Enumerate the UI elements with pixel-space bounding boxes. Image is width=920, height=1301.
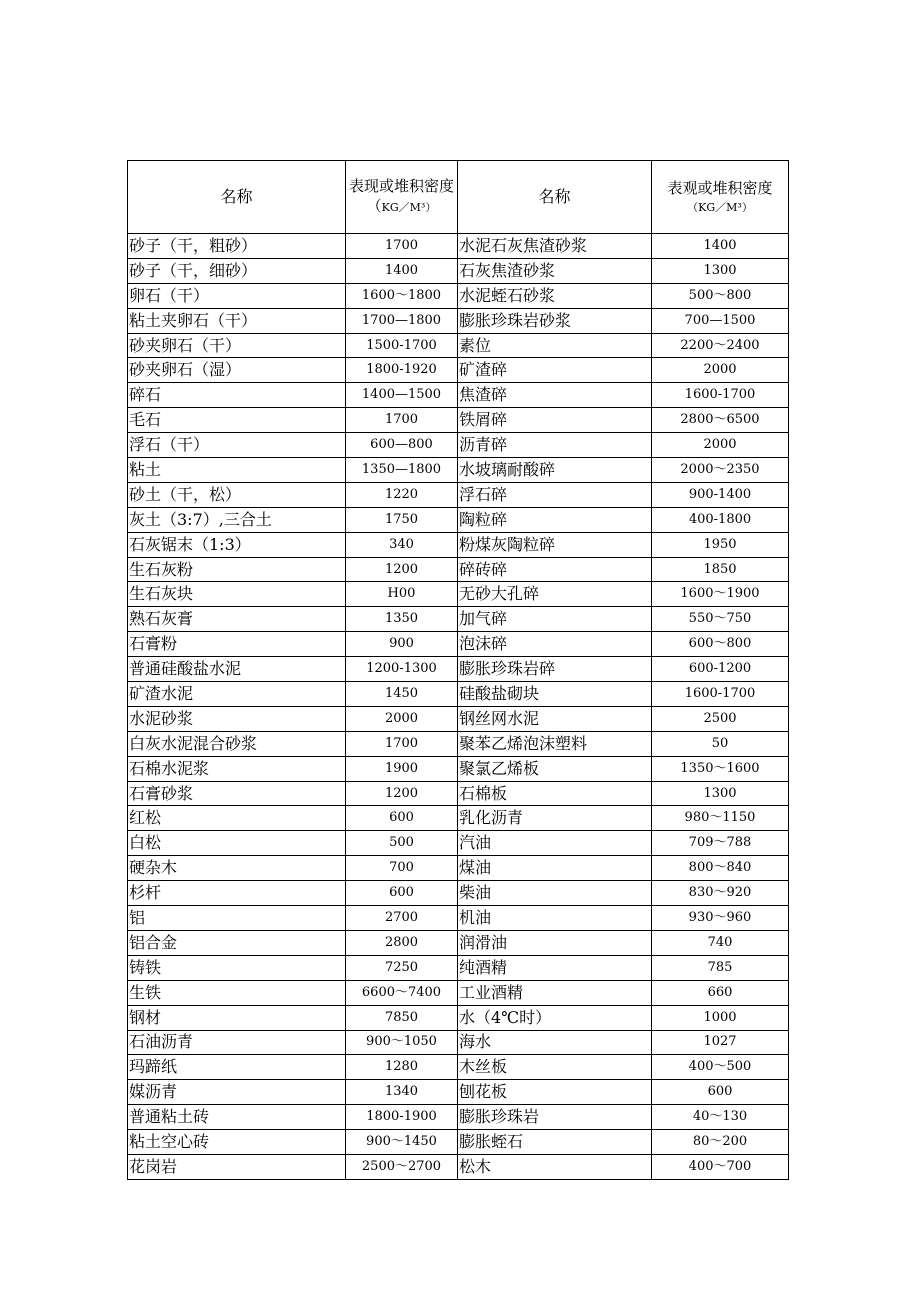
material-name-left: 生石灰块 (128, 582, 346, 607)
density-value-right: 550～750 (652, 607, 789, 632)
material-name-left: 碎石 (128, 383, 346, 408)
material-name-left: 水泥砂浆 (128, 706, 346, 731)
density-value-right: 400～700 (652, 1154, 789, 1179)
density-value-right: 1000 (652, 1005, 789, 1030)
density-value-right: 400-1800 (652, 507, 789, 532)
material-name-left: 硬杂木 (128, 856, 346, 881)
material-name-right: 刨花板 (458, 1080, 652, 1105)
header-name-left-label: 名称 (220, 187, 253, 206)
table-row (128, 856, 789, 881)
material-name-left: 铸铁 (128, 955, 346, 980)
density-value-right: 80～200 (652, 1130, 789, 1155)
density-value-right: 900-1400 (652, 482, 789, 507)
density-value-right: 1300 (652, 781, 789, 806)
material-name-left: 砂夹卵石（湿） (128, 358, 346, 383)
material-name-left: 粘土夹卵石（干） (128, 308, 346, 333)
density-value-right: 1350～1600 (652, 756, 789, 781)
material-name-left: 粘土 (128, 458, 346, 483)
table-row (128, 906, 789, 931)
density-value-left: 2500～2700 (346, 1154, 458, 1179)
header-density-left-unit: KG／M³ (381, 201, 426, 214)
density-value-left: 1750 (346, 507, 458, 532)
density-value-right: 1300 (652, 258, 789, 283)
density-value-left: 2700 (346, 906, 458, 931)
table-row (128, 781, 789, 806)
table-row (128, 632, 789, 657)
table-row (128, 582, 789, 607)
density-value-left: 1450 (346, 682, 458, 707)
table-row (128, 482, 789, 507)
material-name-left: 灰土（3:7）,三合土 (128, 507, 346, 532)
material-name-left: 普通硅酸盐水泥 (128, 657, 346, 682)
density-value-right: 500～800 (652, 283, 789, 308)
material-name-right: 硅酸盐砌块 (458, 682, 652, 707)
table-row (128, 831, 789, 856)
density-value-right: 785 (652, 955, 789, 980)
material-name-right: 乳化沥青 (458, 806, 652, 831)
material-name-right: 沥青碎 (458, 433, 652, 458)
density-value-left: 600 (346, 806, 458, 831)
material-name-right: 粉煤灰陶粒碎 (458, 532, 652, 557)
table-row (128, 507, 789, 532)
density-value-left: 700 (346, 856, 458, 881)
material-name-left: 玛蹄纸 (128, 1055, 346, 1080)
material-name-left: 矿渣水泥 (128, 682, 346, 707)
material-name-right: 聚氯乙烯板 (458, 756, 652, 781)
material-name-right: 膨胀蛭石 (458, 1130, 652, 1155)
material-name-left: 石膏粉 (128, 632, 346, 657)
table-row (128, 1105, 789, 1130)
material-name-right: 润滑油 (458, 930, 652, 955)
density-value-right: 1950 (652, 532, 789, 557)
density-value-right: 660 (652, 980, 789, 1005)
density-value-right: 1850 (652, 557, 789, 582)
material-name-left: 铝 (128, 906, 346, 931)
density-value-right: 2200～2400 (652, 333, 789, 358)
density-value-left: 7850 (346, 1005, 458, 1030)
material-name-right: 钢丝网水泥 (458, 706, 652, 731)
density-value-left: 1700—1800 (346, 308, 458, 333)
header-name-right-label: 名称 (538, 187, 571, 206)
material-name-left: 砂子（干，粗砂） (128, 234, 346, 259)
header-density-left-label: 表现或堆积密度（ (348, 177, 454, 215)
material-name-left: 浮石（干） (128, 433, 346, 458)
material-name-right: 纯酒精 (458, 955, 652, 980)
material-name-left: 花岗岩 (128, 1154, 346, 1179)
density-value-right: 50 (652, 731, 789, 756)
table-row (128, 532, 789, 557)
density-value-right: 2500 (652, 706, 789, 731)
density-value-right: 600～800 (652, 632, 789, 657)
table-header-row (128, 161, 789, 234)
material-name-left: 粘土空心砖 (128, 1130, 346, 1155)
density-value-left: 1200 (346, 557, 458, 582)
material-name-left: 杉杆 (128, 881, 346, 906)
material-name-right: 柴油 (458, 881, 652, 906)
material-name-right: 矿渣碎 (458, 358, 652, 383)
header-density-right (652, 161, 789, 234)
table-row (128, 682, 789, 707)
header-density-right-label: 表观或堆积密度 (667, 179, 773, 197)
density-value-left: 1800-1900 (346, 1105, 458, 1130)
material-name-left: 生石灰粉 (128, 557, 346, 582)
density-table (127, 160, 789, 1180)
density-value-left: 500 (346, 831, 458, 856)
material-name-right: 膨胀珍珠岩 (458, 1105, 652, 1130)
density-value-right: 930～960 (652, 906, 789, 931)
material-name-left: 钢材 (128, 1005, 346, 1030)
material-name-right: 膨胀珍珠岩碎 (458, 657, 652, 682)
material-name-right: 泡沫碎 (458, 632, 652, 657)
header-name-right (458, 161, 652, 234)
density-value-right: 830～920 (652, 881, 789, 906)
table-row (128, 1030, 789, 1055)
material-name-right: 陶粒碎 (458, 507, 652, 532)
table-row (128, 308, 789, 333)
material-name-right: 水坡璃耐酸碎 (458, 458, 652, 483)
density-value-left: 1900 (346, 756, 458, 781)
material-name-left: 石灰锯末（1:3） (128, 532, 346, 557)
density-value-right: 600-1200 (652, 657, 789, 682)
table-row (128, 557, 789, 582)
table-row (128, 806, 789, 831)
density-value-left: 600—800 (346, 433, 458, 458)
material-name-left: 砂夹卵石（干） (128, 333, 346, 358)
header-density-left (346, 161, 458, 234)
density-value-right: 2800～6500 (652, 408, 789, 433)
table-row (128, 930, 789, 955)
density-value-right: 740 (652, 930, 789, 955)
table-row (128, 433, 789, 458)
header-name-left (128, 161, 346, 234)
material-name-right: 膨胀珍珠岩砂浆 (458, 308, 652, 333)
material-name-left: 媒沥青 (128, 1080, 346, 1105)
density-value-left: 1600～1800 (346, 283, 458, 308)
material-name-left: 普通粘土砖 (128, 1105, 346, 1130)
material-name-right: 汽油 (458, 831, 652, 856)
density-value-left: 900～1450 (346, 1130, 458, 1155)
material-name-left: 白松 (128, 831, 346, 856)
density-value-left: 1500-1700 (346, 333, 458, 358)
material-name-right: 焦渣碎 (458, 383, 652, 408)
material-name-left: 生铁 (128, 980, 346, 1005)
table-row (128, 1080, 789, 1105)
density-value-right: 2000 (652, 433, 789, 458)
material-name-left: 石棉水泥浆 (128, 756, 346, 781)
table-row (128, 731, 789, 756)
material-name-right: 聚苯乙烯泡沫塑料 (458, 731, 652, 756)
density-value-right: 1600-1700 (652, 682, 789, 707)
density-value-left: 1220 (346, 482, 458, 507)
table-row (128, 383, 789, 408)
material-name-right: 煤油 (458, 856, 652, 881)
material-name-left: 铝合金 (128, 930, 346, 955)
table-row (128, 756, 789, 781)
density-value-left: 2800 (346, 930, 458, 955)
density-value-left: 1800-1920 (346, 358, 458, 383)
density-value-left: 7250 (346, 955, 458, 980)
material-name-right: 素位 (458, 333, 652, 358)
density-value-right: 1027 (652, 1030, 789, 1055)
density-value-left: 1280 (346, 1055, 458, 1080)
density-value-right: 800～840 (652, 856, 789, 881)
density-value-right: 1600-1700 (652, 383, 789, 408)
header-density-left-close: ） (425, 201, 437, 214)
density-value-left: 6600～7400 (346, 980, 458, 1005)
table-row (128, 607, 789, 632)
density-value-left: 1700 (346, 731, 458, 756)
density-value-left: 340 (346, 532, 458, 557)
density-value-left: 600 (346, 881, 458, 906)
density-value-left: 900～1050 (346, 1030, 458, 1055)
density-value-left: 900 (346, 632, 458, 657)
material-name-right: 石灰焦渣砂浆 (458, 258, 652, 283)
density-value-left: 1350—1800 (346, 458, 458, 483)
table-row (128, 881, 789, 906)
table-row (128, 1130, 789, 1155)
material-name-right: 松木 (458, 1154, 652, 1179)
table-row (128, 234, 789, 259)
density-value-left: 1700 (346, 234, 458, 259)
table-row (128, 333, 789, 358)
material-name-right: 工业酒精 (458, 980, 652, 1005)
material-name-right: 机油 (458, 906, 652, 931)
density-value-right: 40～130 (652, 1105, 789, 1130)
density-value-right: 1400 (652, 234, 789, 259)
table-row (128, 408, 789, 433)
density-value-left: 1400—1500 (346, 383, 458, 408)
density-value-right: 700—1500 (652, 308, 789, 333)
table-row (128, 1154, 789, 1179)
table-row (128, 657, 789, 682)
material-name-right: 水（4℃时） (458, 1005, 652, 1030)
material-name-left: 石膏砂浆 (128, 781, 346, 806)
material-name-right: 碎砖碎 (458, 557, 652, 582)
material-name-right: 铁屑碎 (458, 408, 652, 433)
material-name-right: 水泥蛭石砂浆 (458, 283, 652, 308)
table-row (128, 955, 789, 980)
density-value-right: 600 (652, 1080, 789, 1105)
density-value-right: 1600～1900 (652, 582, 789, 607)
material-name-right: 石棉板 (458, 781, 652, 806)
material-name-right: 海水 (458, 1030, 652, 1055)
material-name-right: 无砂大孔碎 (458, 582, 652, 607)
table-row (128, 980, 789, 1005)
density-value-right: 2000～2350 (652, 458, 789, 483)
table-row (128, 1055, 789, 1080)
table-row (128, 458, 789, 483)
material-name-left: 熟石灰膏 (128, 607, 346, 632)
material-name-left: 卵石（干） (128, 283, 346, 308)
material-name-left: 石油沥青 (128, 1030, 346, 1055)
density-value-left: 1200-1300 (346, 657, 458, 682)
table-row (128, 258, 789, 283)
density-value-right: 980～1150 (652, 806, 789, 831)
density-value-right: 400～500 (652, 1055, 789, 1080)
density-value-left: 1700 (346, 408, 458, 433)
density-value-left: 2000 (346, 706, 458, 731)
density-value-left: 1340 (346, 1080, 458, 1105)
table-row (128, 1005, 789, 1030)
material-name-left: 砂子（干，细砂） (128, 258, 346, 283)
table-row (128, 283, 789, 308)
density-value-left: 1400 (346, 258, 458, 283)
material-name-right: 浮石碎 (458, 482, 652, 507)
material-name-left: 红松 (128, 806, 346, 831)
material-name-right: 加气碎 (458, 607, 652, 632)
table-row (128, 358, 789, 383)
density-value-left: 1200 (346, 781, 458, 806)
material-name-left: 毛石 (128, 408, 346, 433)
header-density-right-unit: （KG／M³） (687, 201, 753, 214)
density-value-right: 709～788 (652, 831, 789, 856)
table-body (128, 161, 789, 1180)
material-name-right: 水泥石灰焦渣砂浆 (458, 234, 652, 259)
density-value-right: 2000 (652, 358, 789, 383)
density-value-left: H00 (346, 582, 458, 607)
material-name-left: 白灰水泥混合砂浆 (128, 731, 346, 756)
material-name-left: 砂土（干，松） (128, 482, 346, 507)
density-value-left: 1350 (346, 607, 458, 632)
material-name-right: 木丝板 (458, 1055, 652, 1080)
table-row (128, 706, 789, 731)
